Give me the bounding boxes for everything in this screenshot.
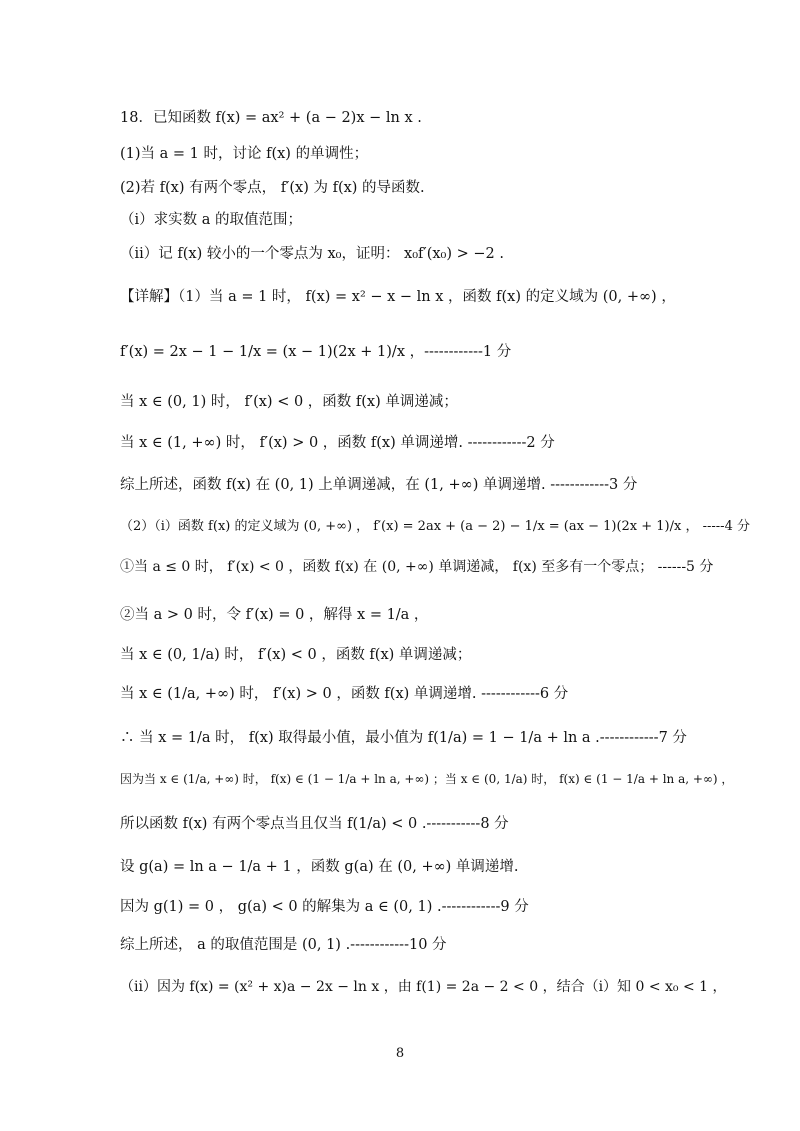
solution-line: f′(x) = 2x − 1 − 1/x = (x − 1)(2x + 1)/x ，------------1 分 [120,344,512,360]
problem-title: 18．已知函数 f(x) = ax² + (a − 2)x − ln x . [120,110,422,126]
solution-line: 因为 g(1) = 0 ， g(a) < 0 的解集为 a ∈ (0, 1) .------------9 分 [120,899,529,915]
solution-line: 当 x ∈ (0, 1/a) 时， f′(x) < 0 ，函数 f(x) 单调递减； [120,647,472,663]
solution-line: ∴ 当 x = 1/a 时， f(x) 取得最小值，最小值为 f(1/a) = 1 − 1/a + ln a .------------7 分 [120,730,687,746]
solution-line: 当 x ∈ (1, +∞) 时， f′(x) > 0 ，函数 f(x) 单调递增. ------------2 分 [120,435,555,451]
solution-line: （ii）因为 f(x) = (x² + x)a − 2x − ln x ，由 f(1) = 2a − 2 < 0 ，结合（i）知 0 < x₀ < 1 ， [120,979,727,995]
solution-line: 当 x ∈ (0, 1) 时， f′(x) < 0 ，函数 f(x) 单调递减； [120,394,458,410]
solution-line: 【详解】（1）当 a = 1 时， f(x) = x² − x − ln x ，函数 f(x) 的定义域为 (0, +∞) ， [120,289,676,305]
solution-line: 综上所述，函数 f(x) 在 (0, 1) 上单调递减，在 (1, +∞) 单调递增. ------------3 分 [120,477,638,493]
page-number: 8 [395,1046,405,1061]
problem-part-2: (2)若 f(x) 有两个零点， f′(x) 为 f(x) 的导函数. [120,180,425,196]
solution-line: 因为当 x ∈ (1/a, +∞) 时， f(x) ∈ (1 − 1/a + ln a, +∞) ；当 x ∈ (0, 1/a) 时， f(x) ∈ (1 − 1/a + ln a, +∞) ， [120,772,734,786]
solution-line: 综上所述， a 的取值范围是 (0, 1) .------------10 分 [120,937,447,953]
solution-line: ①当 a ≤ 0 时， f′(x) < 0 ，函数 f(x) 在 (0, +∞) 单调递减， f(x) 至多有一个零点； ------5 分 [120,559,714,575]
problem-part-1: (1)当 a = 1 时，讨论 f(x) 的单调性； [120,146,369,162]
problem-sub-ii: （ii）记 f(x) 较小的一个零点为 x₀，证明： x₀f′(x₀) > −2 . [120,246,504,262]
problem-sub-i: （i）求实数 a 的取值范围； [120,212,302,228]
solution-line: ②当 a > 0 时，令 f′(x) = 0 ，解得 x = 1/a ， [120,607,429,623]
solution-line: （2）（i）函数 f(x) 的定义域为 (0, +∞) ， f′(x) = 2ax + (a − 2) − 1/x = (ax − 1)(2x + 1)/x ， -----4 分 [120,519,750,534]
solution-line: 当 x ∈ (1/a, +∞) 时， f′(x) > 0 ，函数 f(x) 单调递增. ------------6 分 [120,686,569,702]
solution-line: 所以函数 f(x) 有两个零点当且仅当 f(1/a) < 0 .-----------8 分 [120,816,509,832]
solution-line: 设 g(a) = ln a − 1/a + 1 ，函数 g(a) 在 (0, +∞) 单调递增. [120,859,519,875]
